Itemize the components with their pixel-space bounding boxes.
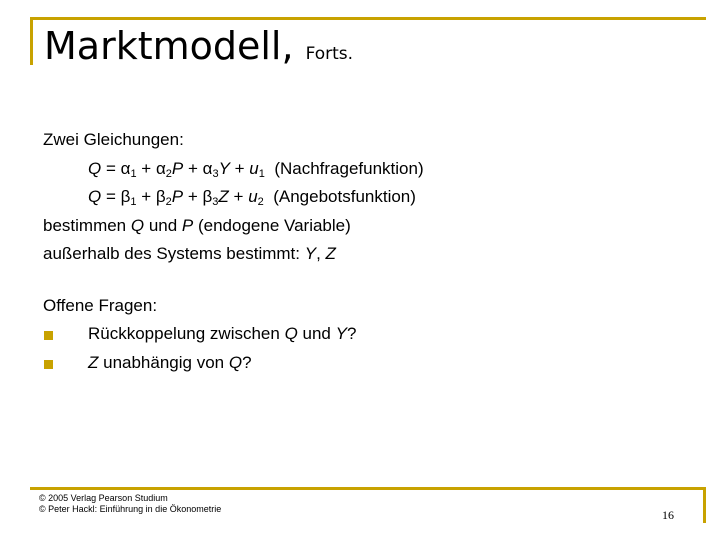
text-fragment: bestimmen	[43, 215, 131, 235]
plus-sign: +	[136, 187, 156, 206]
alpha-symbol: α	[155, 158, 166, 178]
var-p: P	[181, 215, 194, 235]
subscript: 3	[212, 167, 219, 180]
eq-var-y: Y	[218, 158, 230, 178]
eq-sign: =	[101, 187, 121, 206]
footer-line-1: © 2005 Verlag Pearson Studium	[39, 493, 168, 503]
var-y: Y	[335, 324, 347, 343]
text-fragment: und	[297, 324, 336, 343]
beta-symbol: β	[120, 187, 131, 206]
eq-sign: =	[101, 158, 121, 178]
alpha-symbol: α	[120, 158, 131, 178]
eq-var-u: u	[248, 187, 258, 206]
supply-equation	[43, 183, 693, 212]
subscript: 1	[130, 167, 137, 180]
text-fragment: unabhängig von	[98, 352, 229, 372]
plus-sign: +	[228, 187, 249, 206]
var-q: Q	[284, 324, 298, 343]
text-fragment: (endogene Variable)	[193, 215, 351, 235]
text-fragment: Rückkoppelung zwischen	[88, 324, 285, 343]
question-item-2	[43, 349, 693, 378]
text-fragment: und	[144, 215, 182, 235]
eq-var-p: P	[171, 187, 184, 206]
endogenous-line	[43, 212, 693, 241]
text-fragment: ?	[346, 324, 357, 343]
title-subtitle: Forts.	[305, 44, 354, 64]
text-fragment: ,	[316, 244, 326, 263]
page-number: 16	[662, 508, 674, 522]
alpha-symbol: α	[202, 158, 213, 178]
plus-sign: +	[136, 158, 156, 178]
eq-var-p: P	[171, 158, 184, 178]
text-fragment: ?	[242, 352, 252, 372]
plus-sign: +	[183, 187, 203, 206]
square-bullet-icon	[44, 331, 53, 340]
footer-rule-bottom	[30, 487, 706, 490]
beta-symbol: β	[202, 187, 213, 206]
supply-note: (Angebotsfunktion)	[263, 187, 416, 206]
beta-symbol: β	[155, 187, 166, 206]
plus-sign: +	[229, 158, 250, 178]
demand-equation	[43, 155, 693, 184]
title-main: Marktmodell,	[44, 24, 294, 68]
subscript: 2	[165, 196, 172, 208]
questions-heading: Offene Fragen:	[43, 295, 158, 315]
subscript: 2	[165, 167, 172, 180]
var-q: Q	[130, 215, 145, 235]
eq-var-z: Z	[218, 187, 229, 206]
var-y: Y	[304, 244, 317, 263]
subscript: 2	[257, 196, 264, 208]
title-rule-top	[30, 17, 706, 20]
intro-line: Zwei Gleichungen:	[43, 130, 184, 149]
exogenous-line	[43, 240, 693, 269]
eq-var-q: Q	[88, 187, 102, 206]
plus-sign: +	[183, 158, 203, 178]
paragraph-gap	[43, 269, 693, 292]
eq-var-q: Q	[88, 158, 102, 178]
question-item-1	[43, 320, 693, 349]
text-fragment: außerhalb des Systems bestimmt:	[43, 244, 305, 263]
slide-body	[43, 126, 693, 377]
subscript: 1	[130, 196, 137, 208]
eq-var-u: u	[249, 158, 259, 178]
var-z: Z	[325, 244, 336, 263]
subscript: 1	[258, 167, 265, 180]
demand-note: (Nachfragefunktion)	[264, 158, 424, 178]
footer-line-2: © Peter Hackl: Einführung in die Ökonometrie	[39, 504, 222, 514]
square-bullet-icon	[44, 360, 53, 369]
title-rule-left	[30, 17, 33, 65]
subscript: 3	[212, 196, 219, 208]
footer-copyright	[39, 493, 221, 515]
var-z: Z	[88, 352, 99, 372]
footer-rule-right	[703, 487, 706, 523]
var-q: Q	[228, 352, 243, 372]
slide-title	[44, 23, 353, 69]
